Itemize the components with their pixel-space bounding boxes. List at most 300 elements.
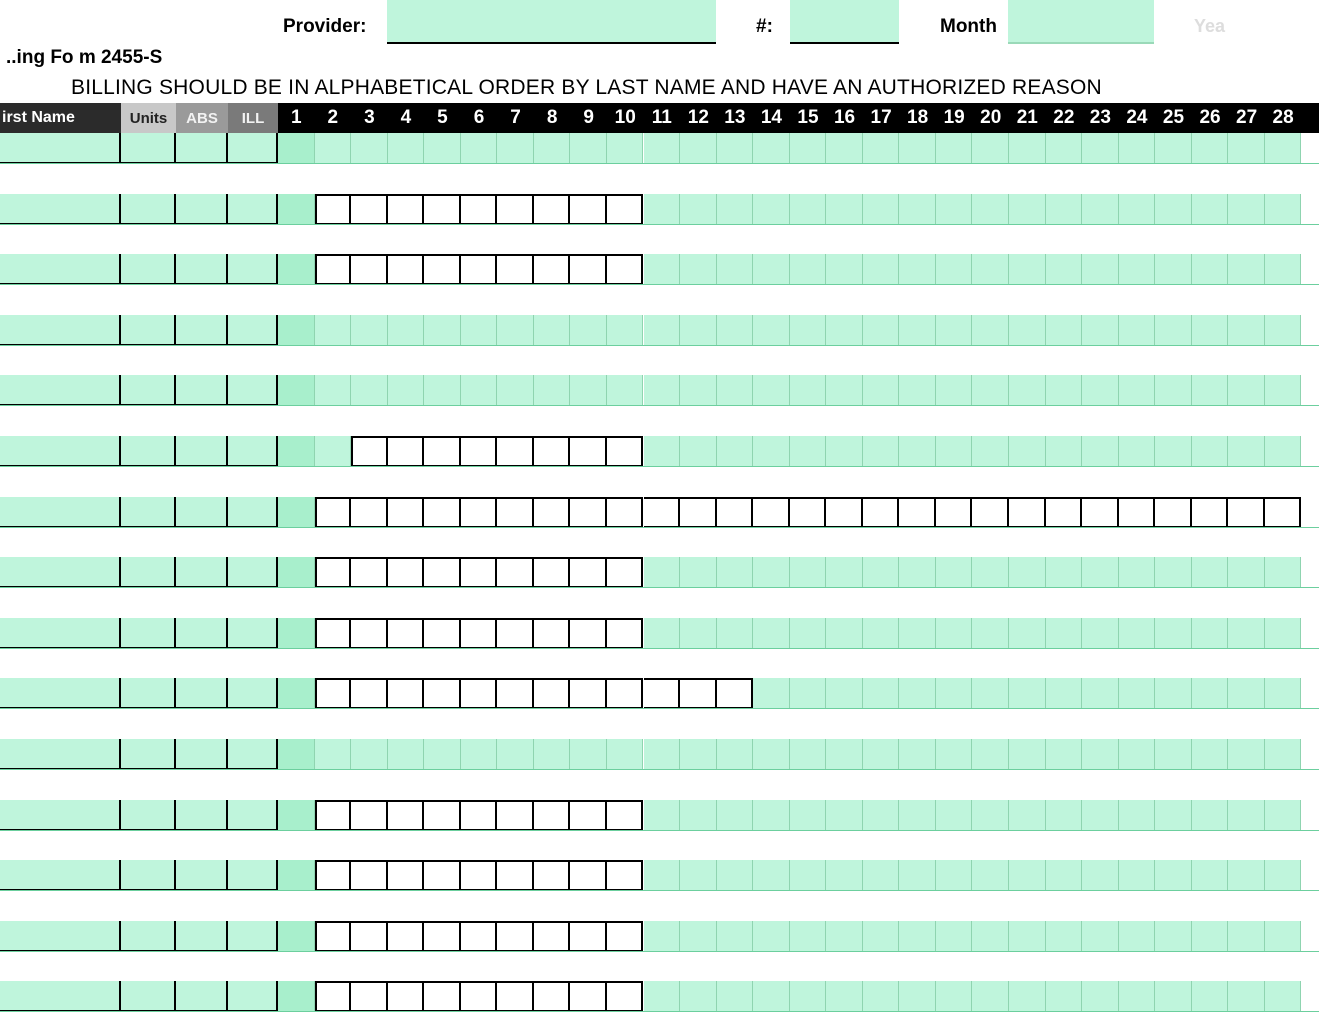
- day-cell[interactable]: [753, 800, 790, 831]
- day-cell[interactable]: [315, 557, 352, 588]
- day-cell[interactable]: [1155, 497, 1192, 528]
- day-cell[interactable]: [497, 678, 534, 709]
- day-cell[interactable]: [315, 254, 352, 285]
- day-cell[interactable]: [1192, 557, 1229, 588]
- day-cell[interactable]: [1228, 678, 1265, 709]
- day-cell[interactable]: [644, 315, 681, 346]
- day-cell[interactable]: [1155, 618, 1192, 649]
- day-cell[interactable]: [534, 194, 571, 225]
- abs-field[interactable]: [176, 800, 228, 831]
- day-cell[interactable]: [1265, 375, 1302, 406]
- day-cell[interactable]: [936, 315, 973, 346]
- day-cell[interactable]: [1155, 921, 1192, 952]
- abs-field[interactable]: [176, 194, 228, 225]
- day-cell[interactable]: [461, 618, 498, 649]
- day-cell[interactable]: [936, 921, 973, 952]
- day-cell[interactable]: [1192, 315, 1229, 346]
- day-cell[interactable]: [936, 860, 973, 891]
- day-cell[interactable]: [351, 981, 388, 1012]
- day-cell[interactable]: [1119, 436, 1156, 467]
- day-cell[interactable]: [790, 981, 827, 1012]
- day-cell[interactable]: [1009, 981, 1046, 1012]
- day-cell[interactable]: [753, 375, 790, 406]
- day-cell[interactable]: [461, 497, 498, 528]
- day-cell[interactable]: [1228, 436, 1265, 467]
- day-cell[interactable]: [388, 315, 425, 346]
- day-cell[interactable]: [1228, 557, 1265, 588]
- day-cell[interactable]: [936, 557, 973, 588]
- units-field[interactable]: [121, 375, 176, 406]
- day-cell[interactable]: [1265, 981, 1302, 1012]
- day-cell[interactable]: [351, 800, 388, 831]
- day-cell[interactable]: [497, 497, 534, 528]
- day-cell[interactable]: [899, 921, 936, 952]
- day-cell[interactable]: [644, 800, 681, 831]
- day-cell[interactable]: [644, 436, 681, 467]
- day-cell[interactable]: [1009, 375, 1046, 406]
- day-cell[interactable]: [424, 375, 461, 406]
- day-cell[interactable]: [680, 194, 717, 225]
- day-cell[interactable]: [607, 678, 644, 709]
- day-cell[interactable]: [863, 860, 900, 891]
- day-cell[interactable]: [1155, 133, 1192, 164]
- day-cell[interactable]: [570, 618, 607, 649]
- day-cell[interactable]: [607, 436, 644, 467]
- day-cell[interactable]: [607, 618, 644, 649]
- day-cell[interactable]: [570, 800, 607, 831]
- day-cell[interactable]: [1119, 557, 1156, 588]
- day-cell[interactable]: [534, 497, 571, 528]
- day-cell[interactable]: [1119, 739, 1156, 770]
- ill-field[interactable]: [228, 981, 278, 1012]
- day-cell[interactable]: [1082, 739, 1119, 770]
- day-cell[interactable]: [388, 254, 425, 285]
- day-cell[interactable]: [826, 254, 863, 285]
- day-cell[interactable]: [1192, 194, 1229, 225]
- day-cell[interactable]: [424, 981, 461, 1012]
- day-cell[interactable]: [1046, 315, 1083, 346]
- day-cell[interactable]: [534, 557, 571, 588]
- day-cell[interactable]: [1265, 921, 1302, 952]
- day-cell[interactable]: [753, 860, 790, 891]
- day-cell[interactable]: [351, 375, 388, 406]
- day-cell[interactable]: [461, 739, 498, 770]
- day-cell[interactable]: [972, 678, 1009, 709]
- day-cell[interactable]: [315, 800, 352, 831]
- day-cell[interactable]: [680, 981, 717, 1012]
- ill-field[interactable]: [228, 739, 278, 770]
- day-cell[interactable]: [388, 739, 425, 770]
- day-cell[interactable]: [972, 315, 1009, 346]
- day-cell[interactable]: [826, 678, 863, 709]
- day-cell[interactable]: [972, 194, 1009, 225]
- day-cell[interactable]: [1265, 678, 1302, 709]
- day-cell[interactable]: [826, 860, 863, 891]
- abs-field[interactable]: [176, 254, 228, 285]
- day-cell[interactable]: [1046, 618, 1083, 649]
- day-cell[interactable]: [278, 133, 315, 164]
- day-cell[interactable]: [461, 800, 498, 831]
- day-cell[interactable]: [899, 315, 936, 346]
- day-cell[interactable]: [1192, 133, 1229, 164]
- day-cell[interactable]: [972, 375, 1009, 406]
- day-cell[interactable]: [936, 194, 973, 225]
- day-cell[interactable]: [680, 860, 717, 891]
- day-cell[interactable]: [1192, 678, 1229, 709]
- day-cell[interactable]: [1192, 921, 1229, 952]
- ill-field[interactable]: [228, 557, 278, 588]
- day-cell[interactable]: [936, 436, 973, 467]
- day-cell[interactable]: [607, 133, 644, 164]
- day-cell[interactable]: [388, 133, 425, 164]
- day-cell[interactable]: [607, 800, 644, 831]
- units-field[interactable]: [121, 315, 176, 346]
- day-cell[interactable]: [424, 860, 461, 891]
- day-cell[interactable]: [1155, 315, 1192, 346]
- day-cell[interactable]: [936, 739, 973, 770]
- ill-field[interactable]: [228, 921, 278, 952]
- day-cell[interactable]: [680, 557, 717, 588]
- day-cell[interactable]: [863, 557, 900, 588]
- day-cell[interactable]: [1155, 436, 1192, 467]
- day-cell[interactable]: [1119, 678, 1156, 709]
- provider-input[interactable]: [387, 0, 716, 44]
- name-field[interactable]: [0, 315, 121, 346]
- day-cell[interactable]: [1046, 133, 1083, 164]
- day-cell[interactable]: [1228, 921, 1265, 952]
- day-cell[interactable]: [1192, 436, 1229, 467]
- day-cell[interactable]: [388, 194, 425, 225]
- day-cell[interactable]: [424, 315, 461, 346]
- day-cell[interactable]: [497, 375, 534, 406]
- day-cell[interactable]: [1082, 981, 1119, 1012]
- day-cell[interactable]: [315, 981, 352, 1012]
- day-cell[interactable]: [717, 436, 754, 467]
- day-cell[interactable]: [826, 315, 863, 346]
- day-cell[interactable]: [278, 860, 315, 891]
- day-cell[interactable]: [717, 254, 754, 285]
- day-cell[interactable]: [607, 557, 644, 588]
- day-cell[interactable]: [680, 618, 717, 649]
- day-cell[interactable]: [790, 921, 827, 952]
- day-cell[interactable]: [461, 981, 498, 1012]
- name-field[interactable]: [0, 497, 121, 528]
- day-cell[interactable]: [1119, 375, 1156, 406]
- day-cell[interactable]: [497, 315, 534, 346]
- day-cell[interactable]: [607, 860, 644, 891]
- day-cell[interactable]: [1046, 921, 1083, 952]
- day-cell[interactable]: [972, 739, 1009, 770]
- day-cell[interactable]: [1009, 618, 1046, 649]
- day-cell[interactable]: [1119, 981, 1156, 1012]
- day-cell[interactable]: [1228, 800, 1265, 831]
- ill-field[interactable]: [228, 678, 278, 709]
- abs-field[interactable]: [176, 436, 228, 467]
- day-cell[interactable]: [570, 981, 607, 1012]
- day-cell[interactable]: [461, 375, 498, 406]
- day-cell[interactable]: [1228, 860, 1265, 891]
- name-field[interactable]: [0, 921, 121, 952]
- day-cell[interactable]: [717, 497, 754, 528]
- day-cell[interactable]: [1228, 133, 1265, 164]
- day-cell[interactable]: [680, 254, 717, 285]
- units-field[interactable]: [121, 921, 176, 952]
- day-cell[interactable]: [753, 194, 790, 225]
- day-cell[interactable]: [1082, 315, 1119, 346]
- day-cell[interactable]: [1228, 981, 1265, 1012]
- day-cell[interactable]: [753, 557, 790, 588]
- units-field[interactable]: [121, 800, 176, 831]
- day-cell[interactable]: [680, 800, 717, 831]
- day-cell[interactable]: [1082, 860, 1119, 891]
- day-cell[interactable]: [1192, 618, 1229, 649]
- day-cell[interactable]: [826, 557, 863, 588]
- abs-field[interactable]: [176, 375, 228, 406]
- day-cell[interactable]: [315, 921, 352, 952]
- day-cell[interactable]: [753, 739, 790, 770]
- day-cell[interactable]: [1228, 254, 1265, 285]
- units-field[interactable]: [121, 194, 176, 225]
- day-cell[interactable]: [863, 315, 900, 346]
- day-cell[interactable]: [278, 375, 315, 406]
- day-cell[interactable]: [790, 497, 827, 528]
- day-cell[interactable]: [790, 436, 827, 467]
- day-cell[interactable]: [1082, 194, 1119, 225]
- units-field[interactable]: [121, 678, 176, 709]
- day-cell[interactable]: [315, 436, 352, 467]
- day-cell[interactable]: [1119, 497, 1156, 528]
- day-cell[interactable]: [680, 315, 717, 346]
- day-cell[interactable]: [1082, 921, 1119, 952]
- day-cell[interactable]: [607, 254, 644, 285]
- day-cell[interactable]: [717, 981, 754, 1012]
- day-cell[interactable]: [388, 800, 425, 831]
- abs-field[interactable]: [176, 497, 228, 528]
- abs-field[interactable]: [176, 921, 228, 952]
- day-cell[interactable]: [1046, 497, 1083, 528]
- day-cell[interactable]: [753, 618, 790, 649]
- day-cell[interactable]: [790, 194, 827, 225]
- day-cell[interactable]: [1009, 678, 1046, 709]
- day-cell[interactable]: [899, 557, 936, 588]
- day-cell[interactable]: [497, 739, 534, 770]
- day-cell[interactable]: [1265, 739, 1302, 770]
- units-field[interactable]: [121, 739, 176, 770]
- day-cell[interactable]: [534, 375, 571, 406]
- day-cell[interactable]: [972, 800, 1009, 831]
- day-cell[interactable]: [644, 860, 681, 891]
- abs-field[interactable]: [176, 739, 228, 770]
- day-cell[interactable]: [424, 678, 461, 709]
- day-cell[interactable]: [972, 254, 1009, 285]
- day-cell[interactable]: [790, 739, 827, 770]
- day-cell[interactable]: [278, 497, 315, 528]
- day-cell[interactable]: [534, 981, 571, 1012]
- day-cell[interactable]: [388, 436, 425, 467]
- day-cell[interactable]: [497, 133, 534, 164]
- day-cell[interactable]: [278, 618, 315, 649]
- day-cell[interactable]: [936, 981, 973, 1012]
- day-cell[interactable]: [899, 254, 936, 285]
- day-cell[interactable]: [863, 800, 900, 831]
- day-cell[interactable]: [790, 618, 827, 649]
- day-cell[interactable]: [351, 497, 388, 528]
- day-cell[interactable]: [1046, 981, 1083, 1012]
- day-cell[interactable]: [753, 315, 790, 346]
- day-cell[interactable]: [388, 557, 425, 588]
- day-cell[interactable]: [461, 860, 498, 891]
- day-cell[interactable]: [717, 315, 754, 346]
- day-cell[interactable]: [863, 739, 900, 770]
- name-field[interactable]: [0, 436, 121, 467]
- day-cell[interactable]: [717, 678, 754, 709]
- day-cell[interactable]: [1155, 254, 1192, 285]
- day-cell[interactable]: [1046, 739, 1083, 770]
- day-cell[interactable]: [351, 133, 388, 164]
- day-cell[interactable]: [863, 436, 900, 467]
- ill-field[interactable]: [228, 375, 278, 406]
- day-cell[interactable]: [1119, 618, 1156, 649]
- day-cell[interactable]: [972, 860, 1009, 891]
- name-field[interactable]: [0, 981, 121, 1012]
- day-cell[interactable]: [351, 315, 388, 346]
- day-cell[interactable]: [1265, 557, 1302, 588]
- day-cell[interactable]: [1155, 739, 1192, 770]
- day-cell[interactable]: [753, 254, 790, 285]
- day-cell[interactable]: [424, 497, 461, 528]
- units-field[interactable]: [121, 436, 176, 467]
- day-cell[interactable]: [351, 254, 388, 285]
- day-cell[interactable]: [424, 800, 461, 831]
- day-cell[interactable]: [534, 860, 571, 891]
- day-cell[interactable]: [826, 921, 863, 952]
- day-cell[interactable]: [278, 436, 315, 467]
- day-cell[interactable]: [315, 315, 352, 346]
- day-cell[interactable]: [899, 739, 936, 770]
- day-cell[interactable]: [1009, 557, 1046, 588]
- day-cell[interactable]: [497, 254, 534, 285]
- day-cell[interactable]: [1228, 315, 1265, 346]
- day-cell[interactable]: [1265, 497, 1302, 528]
- day-cell[interactable]: [1265, 315, 1302, 346]
- day-cell[interactable]: [790, 678, 827, 709]
- day-cell[interactable]: [1228, 497, 1265, 528]
- name-field[interactable]: [0, 739, 121, 770]
- day-cell[interactable]: [388, 860, 425, 891]
- day-cell[interactable]: [278, 678, 315, 709]
- day-cell[interactable]: [1009, 194, 1046, 225]
- day-cell[interactable]: [1265, 800, 1302, 831]
- day-cell[interactable]: [497, 618, 534, 649]
- day-cell[interactable]: [717, 133, 754, 164]
- day-cell[interactable]: [424, 921, 461, 952]
- day-cell[interactable]: [1046, 800, 1083, 831]
- day-cell[interactable]: [278, 739, 315, 770]
- day-cell[interactable]: [1046, 557, 1083, 588]
- day-cell[interactable]: [570, 133, 607, 164]
- day-cell[interactable]: [351, 739, 388, 770]
- day-cell[interactable]: [1082, 800, 1119, 831]
- ill-field[interactable]: [228, 800, 278, 831]
- day-cell[interactable]: [497, 921, 534, 952]
- day-cell[interactable]: [790, 133, 827, 164]
- day-cell[interactable]: [644, 981, 681, 1012]
- day-cell[interactable]: [534, 800, 571, 831]
- day-cell[interactable]: [972, 618, 1009, 649]
- day-cell[interactable]: [644, 194, 681, 225]
- day-cell[interactable]: [826, 800, 863, 831]
- name-field[interactable]: [0, 557, 121, 588]
- day-cell[interactable]: [497, 436, 534, 467]
- day-cell[interactable]: [1265, 254, 1302, 285]
- day-cell[interactable]: [1082, 133, 1119, 164]
- day-cell[interactable]: [717, 739, 754, 770]
- day-cell[interactable]: [680, 133, 717, 164]
- day-cell[interactable]: [424, 739, 461, 770]
- day-cell[interactable]: [534, 315, 571, 346]
- day-cell[interactable]: [1192, 254, 1229, 285]
- day-cell[interactable]: [315, 194, 352, 225]
- day-cell[interactable]: [1082, 557, 1119, 588]
- day-cell[interactable]: [899, 194, 936, 225]
- day-cell[interactable]: [644, 375, 681, 406]
- day-cell[interactable]: [644, 497, 681, 528]
- abs-field[interactable]: [176, 557, 228, 588]
- day-cell[interactable]: [1192, 497, 1229, 528]
- ill-field[interactable]: [228, 254, 278, 285]
- day-cell[interactable]: [899, 436, 936, 467]
- day-cell[interactable]: [315, 678, 352, 709]
- day-cell[interactable]: [717, 557, 754, 588]
- day-cell[interactable]: [972, 436, 1009, 467]
- day-cell[interactable]: [644, 618, 681, 649]
- day-cell[interactable]: [1155, 375, 1192, 406]
- day-cell[interactable]: [863, 618, 900, 649]
- units-field[interactable]: [121, 860, 176, 891]
- day-cell[interactable]: [972, 133, 1009, 164]
- day-cell[interactable]: [1265, 618, 1302, 649]
- day-cell[interactable]: [680, 375, 717, 406]
- day-cell[interactable]: [1119, 254, 1156, 285]
- abs-field[interactable]: [176, 981, 228, 1012]
- abs-field[interactable]: [176, 315, 228, 346]
- day-cell[interactable]: [1009, 921, 1046, 952]
- day-cell[interactable]: [899, 375, 936, 406]
- day-cell[interactable]: [790, 557, 827, 588]
- day-cell[interactable]: [1192, 739, 1229, 770]
- day-cell[interactable]: [1009, 436, 1046, 467]
- day-cell[interactable]: [534, 254, 571, 285]
- day-cell[interactable]: [936, 254, 973, 285]
- ill-field[interactable]: [228, 194, 278, 225]
- name-field[interactable]: [0, 860, 121, 891]
- day-cell[interactable]: [644, 678, 681, 709]
- day-cell[interactable]: [936, 678, 973, 709]
- day-cell[interactable]: [388, 678, 425, 709]
- day-cell[interactable]: [607, 981, 644, 1012]
- day-cell[interactable]: [607, 375, 644, 406]
- day-cell[interactable]: [717, 860, 754, 891]
- day-cell[interactable]: [570, 678, 607, 709]
- day-cell[interactable]: [570, 921, 607, 952]
- day-cell[interactable]: [899, 618, 936, 649]
- day-cell[interactable]: [863, 254, 900, 285]
- day-cell[interactable]: [1192, 800, 1229, 831]
- day-cell[interactable]: [826, 194, 863, 225]
- units-field[interactable]: [121, 981, 176, 1012]
- day-cell[interactable]: [461, 436, 498, 467]
- day-cell[interactable]: [1046, 254, 1083, 285]
